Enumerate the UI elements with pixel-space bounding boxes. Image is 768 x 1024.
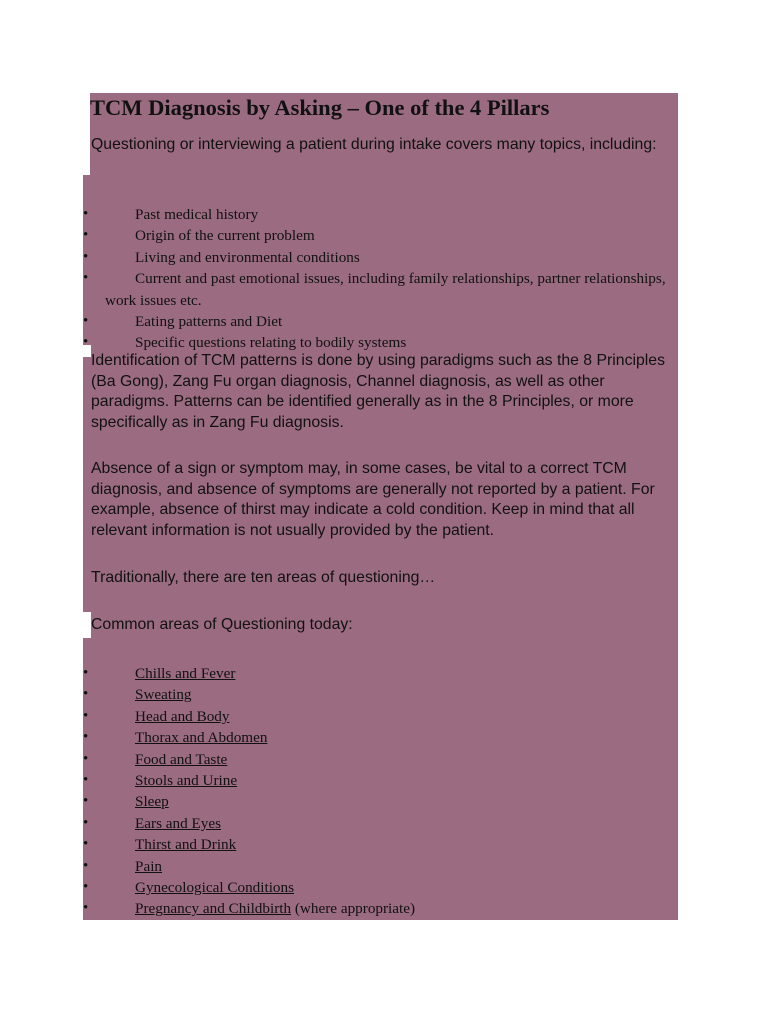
bullet-icon: • [83,836,89,853]
area-link[interactable]: Food and Taste [135,750,228,768]
list-item [83,898,677,919]
bullet-icon: • [83,900,89,917]
area-link[interactable]: Thorax and Abdomen [135,729,268,747]
area-link[interactable]: Ears and Eyes [135,814,222,832]
bullet-icon: • [83,772,89,789]
bullet-icon: • [83,793,89,810]
area-link[interactable]: Pregnancy and Childbirth [135,900,292,918]
page-title: TCM Diagnosis by Asking – One of the 4 Pillars [90,95,550,120]
bullet-icon: • [83,248,89,265]
bullet-icon: • [83,686,89,703]
bullet-icon: • [83,270,89,287]
list-item [83,663,677,684]
bullet-icon: • [83,313,89,330]
list-item: • Living and environmental conditions [83,247,677,268]
list-item: • Origin of the current problem [83,225,677,246]
list-item [83,791,677,812]
area-link[interactable]: Thirst and Drink [135,836,237,854]
areas-list [83,663,677,920]
paragraph-patterns: Identification of TCM patterns is done by using paradigms such as the 8 Principles (Ba Gong), Zang Fu organ diagnosis, Channel diagnosis, as well as other paradigms. Patterns can be identified generally as in the 8 Principles, or more specifically as in Zang Fu diagnosis. [91,352,665,431]
list-item: • Specific questions relating to bodily systems [83,332,677,353]
intro-text: Questioning or interviewing a patient during intake covers many topics, including: [91,136,657,153]
area-link[interactable]: Pain [135,857,163,875]
list-item [83,856,677,877]
area-note: (where appropriate) [291,900,416,918]
area-link[interactable]: Head and Body [135,707,230,725]
list-item [83,834,677,855]
area-link[interactable]: Stools and Urine [135,772,238,790]
list-item: • Eating patterns and Diet [83,311,677,332]
topics-list [83,204,677,354]
paragraph-absence: Absence of a sign or symptom may, in some cases, be vital to a correct TCM diagnosis, and absence of symptoms are generally not reported by a patient. For example, absence of thirst may indicate a cold condition. Keep in mind that all relevant information is not usually provided by the patient. [91,460,655,539]
bullet-icon: • [83,665,89,681]
list-item [83,706,677,727]
bullet-icon: • [83,729,89,746]
list-item: • Current and past emotional issues, including family relationships, partner relationships, work issues etc. [83,270,666,309]
bullet-icon: • [83,206,89,222]
paragraph-traditional: Traditionally, there are ten areas of questioning… [91,569,436,586]
highlight-gap [83,612,91,638]
list-item: • Past medical history [83,204,677,225]
list-item [83,749,677,770]
list-item [83,877,677,898]
bullet-icon: • [83,814,89,831]
list-item [83,727,677,748]
bullet-icon: • [83,879,89,896]
area-link[interactable]: Gynecological Conditions [135,879,295,897]
paragraph-common: Common areas of Questioning today: [91,616,353,633]
bullet-icon: • [83,334,89,351]
bullet-icon: • [83,707,89,724]
bullet-icon: • [83,227,89,244]
list-item [83,684,677,705]
bullet-icon: • [83,750,89,767]
area-link[interactable]: Sweating [135,686,192,704]
area-link[interactable]: Sleep [135,793,169,811]
bullet-icon: • [83,857,89,874]
list-item [83,813,677,834]
list-item [83,770,677,791]
area-link[interactable]: Chills and Fever [135,665,236,682]
